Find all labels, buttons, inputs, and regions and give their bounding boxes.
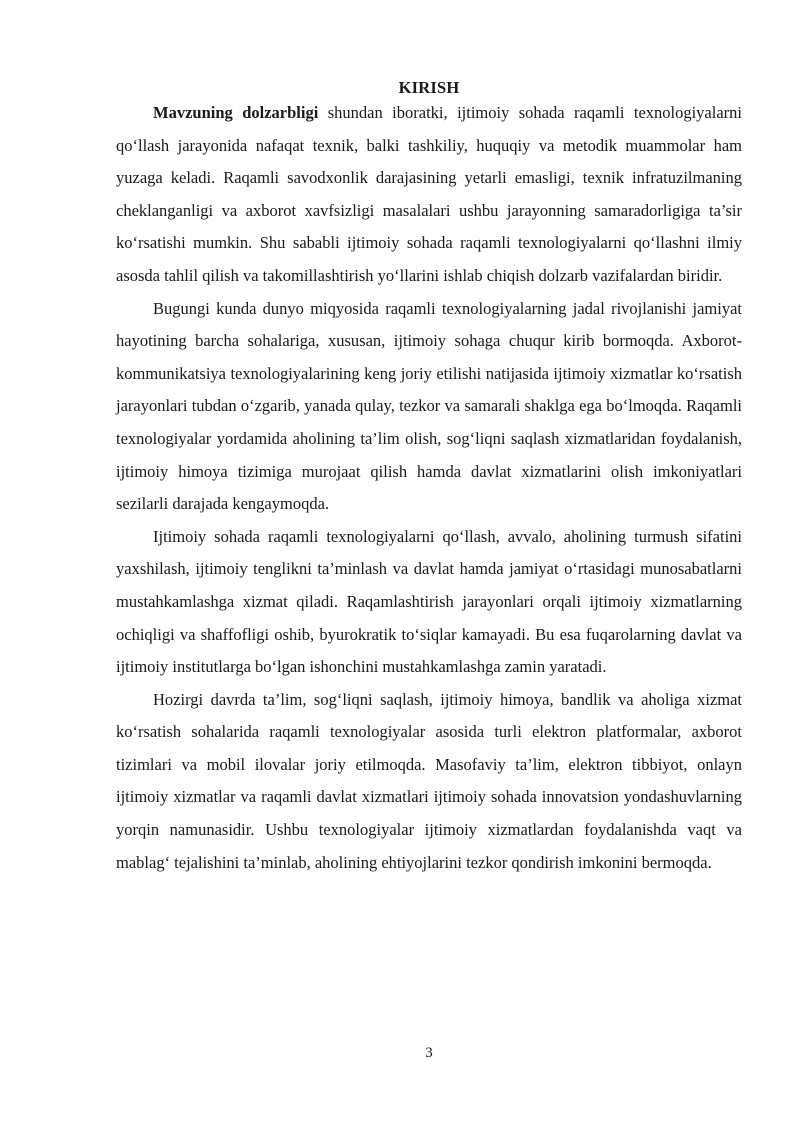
section-heading: KIRISH — [398, 78, 460, 97]
paragraph-relevance — [116, 97, 742, 293]
document-page — [116, 78, 742, 879]
paragraph-current-period: Hozirgi davrda ta’lim, sog‘liqni saqlash, ijtimoiy himoya, bandlik va aholiga xizmat ko‘rsatish sohalarida raqamli texnologiyalar asosida turli elektron platformalar, axborot tizimlari va mobil ilovalar joriy etilmoqda. Masofaviy ta’lim, elektron tibbiyot, onlayn ijtimoiy xizmatlar va raqamli davlat xizmatlari ijtimoiy sohada innovatsion yondashuvlarning yorqin namunasidir. Ushbu texnologiyalar ijtimoiy xizmatlardan foydalanishda vaqt va mablag‘ tejalishini ta’minlab, aholining ehtiyojlarini tezkor qondirish imkonini bermoqda. — [116, 689, 742, 872]
page-number: 3 — [425, 1045, 433, 1061]
paragraph-digital-development: Bugungi kunda dunyo miqyosida raqamli texnologiyalarning jadal rivojlanishi jamiyat hayotining barcha sohalariga, xususan, ijtimoiy sohaga chuqur kirib bormoqda. Axborot-kommunikatsiya texnologiyalarining keng joriy etilishi natijasida ijtimoiy xizmatlar ko‘rsatish jarayonlari tubdan o‘zgarib, yanada qulay, tezkor va samarali shaklga ega bo‘lmoqda. Raqamli texnologiyalar yordamida aholining ta’lim olish, sog‘liqni saqlash xizmatlaridan foydalanish, ijtimoiy himoya tizimiga murojaat qilish hamda davlat xizmatlarini olish imkoniyatlari sezilarli darajada kengaymoqda. — [116, 298, 742, 514]
paragraph-text: shundan iboratki, ijtimoiy sohada raqamli texnologiyalarni qo‘llash jarayonida nafaqat texnik, balki tashkiliy, huquqiy va metodik muammolar ham yuzaga keladi. Raqamli savodxonlik darajasining yetarli emasligi, texnik infratuzilmaning cheklanganligi va axborot xavfsizligi masalalari ushbu jarayonning samaradorligiga ta’sir ko‘rsatishi mumkin. Shu sababli ijtimoiy sohada raqamli texnologiyalarni qo‘llashni ilmiy asosda tahlil qilish va takomillashtirish yo‘llarini ishlab chiqish dolzarb vazifalardan biridir. — [116, 103, 742, 285]
paragraph-social-sphere: Ijtimoiy sohada raqamli texnologiyalarni qo‘llash, avvalo, aholining turmush sifatini yaxshilash, ijtimoiy tenglikni ta’minlash va davlat hamda jamiyat o‘rtasidagi munosabatlarni mustahkamlashga xizmat qiladi. Raqamlashtirish jarayonlari orqali ijtimoiy xizmatlarning ochiqligi va shaffofligi oshib, byurokratik to‘siqlar kamayadi. Bu esa fuqarolarning davlat va ijtimoiy institutlarga bo‘lgan ishonchini mustahkamlashga zamin yaratadi. — [116, 526, 742, 677]
paragraph-lead-bold: Mavzuning dolzarbligi — [153, 103, 319, 122]
